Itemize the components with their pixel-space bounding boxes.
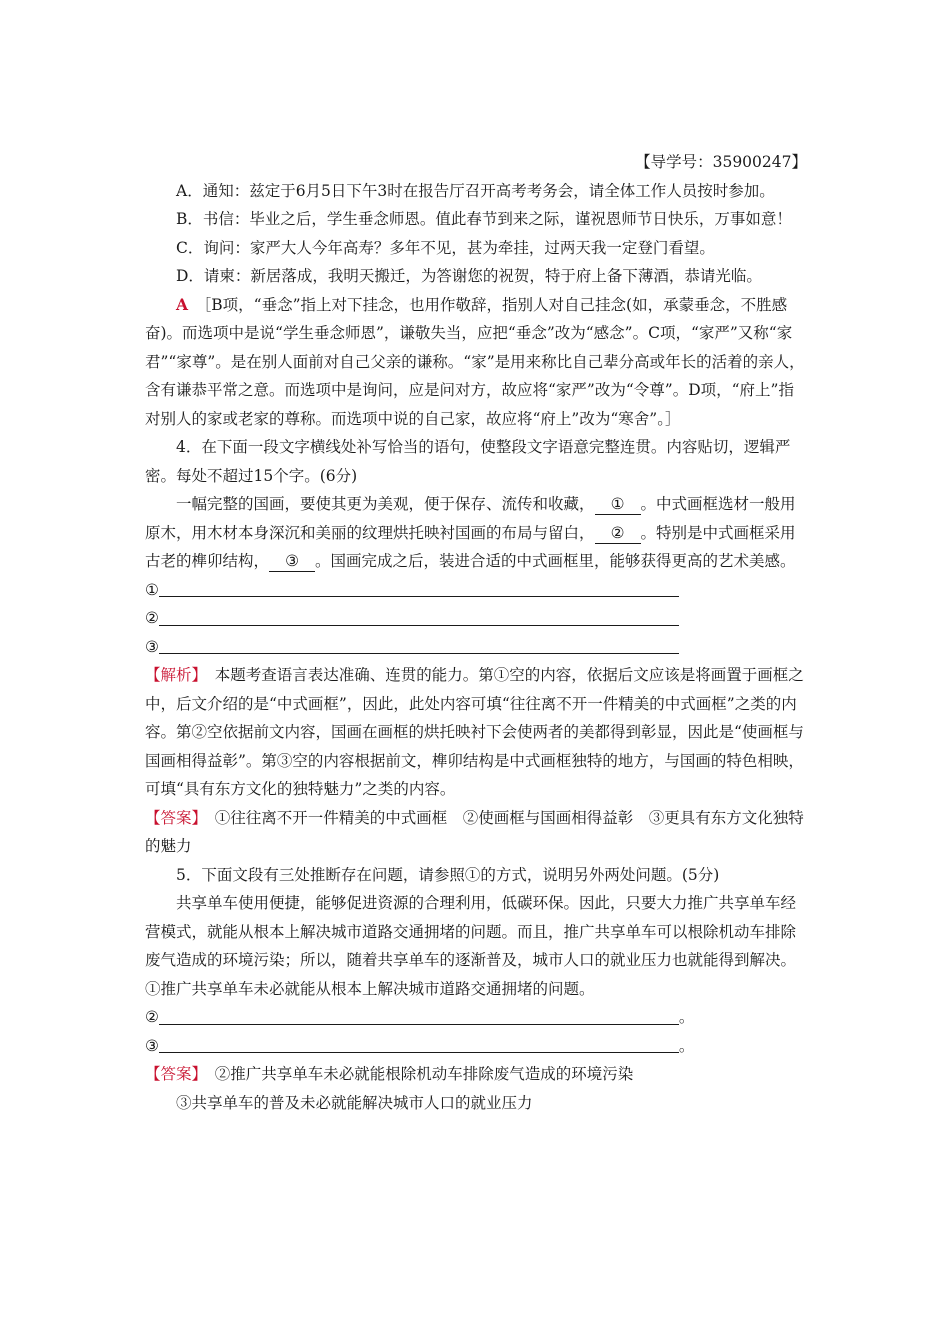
q4-analysis [145,661,807,804]
q4-answer-line-3-label: ③ [145,637,159,656]
q4-answer-line-3 [145,633,807,662]
q5-answer-line-2 [145,1003,807,1032]
q4-passage-part-1: 一幅完整的国画，要使其更为美观，便于保存、流传和收藏， [176,495,595,513]
q4-analysis-text: 本题考查语言表达准确、连贯的能力。第①空的内容，依据后文应该是将画置于画框之中，后文介绍的是“中式画框”，因此，此处内容可填“往往离不开一件精美的中式画框”之类的内容。第②空依据前文内容，国画在画框的烘托映衬下会使两者的美都得到彰显，因此是“使画框与国画相得益彰”。第③空的内容根据前文，榫卯结构是中式画框独特的地方，与国画的特色相映，可填“具有东方文化的独特魅力”之类的内容。 [145,666,804,798]
q5-answer-line-2-rule [159,1024,679,1025]
q3-option-b: B．书信：毕业之后，学生垂念师恩。值此春节到来之际，谨祝恩师节日快乐，万事如意！ [176,210,792,228]
q3-answer-letter: A [176,294,189,314]
q4-analysis-tag: 【解析】 [145,666,200,684]
q4-passage [145,490,807,576]
q4-answer-line-1-label: ① [145,580,159,599]
q5-answer-line-2-label: ② [145,1008,159,1026]
q5-answer [145,1060,807,1089]
q5-passage: 共享单车使用便捷，能够促进资源的合理利用，低碳环保。因此，只要大力推广共享单车经营模式，就能从根本上解决城市道路交通拥堵的问题。而且，推广共享单车可以根除机动车排除废气造成的环境污染；所以，随着共享单车的逐渐普及，城市人口的就业压力也就能得到解决。 [145,894,797,969]
q4-answer [145,804,807,861]
q4-blank-3: ③ [269,551,315,572]
q4-blank-2: ② [595,523,641,544]
q5-answer-line-2-period: 。 [678,1008,695,1026]
q3-option-c: C．询问：家严大人今年高寿？多年不见，甚为牵挂，过两天我一定登门看望。 [176,238,715,257]
q5-stem: 5．下面文段有三处推断存在问题，请参照①的方式，说明另外两处问题。(5分) [176,865,720,884]
q4-stem: 4．在下面一段文字横线处补写恰当的语句，使整段文字语意完整连贯。内容贴切，逻辑严密。每处不超过15个字。(6分) [145,438,791,485]
q4-passage-part-4: 。国画完成之后，装进合适的中式画框里，能够获得更高的艺术美感。 [315,552,796,570]
guide-number: 【导学号：35900247】 [635,153,807,171]
q4-answer-tag: 【答案】 [145,808,200,827]
q4-answer-line-3-rule [159,653,679,654]
q4-answer-line-2 [145,604,807,633]
q5-answer-line-3 [145,1032,807,1061]
q4-answer-line-1 [145,576,807,605]
q4-blank-1: ① [595,494,641,515]
q3-explanation-text: ［B项，“垂念”指上对下挂念，也用作敬辞，指别人对自己挂念(如，承蒙垂念，不胜感奋)。而选项中是说“学生垂念师恩”，谦敬失当，应把“垂念”改为“感念”。C项，“家严”又称“家君”“家尊”。是在别人面前对自己父亲的谦称。“家”是用来称比自己辈分高或年长的活着的亲人，含有谦恭平常之意。而选项中是询问，应是问对方，故应将“家严”改为“令尊”。D项，“府上”指对别人的家或老家的尊称。而选项中说的自己家，故应将“府上”改为“寒舍”。］ [145,295,805,428]
q4-answer-line-2-label: ② [145,609,159,627]
q4-answer-line-2-rule [159,625,679,626]
q3-explanation [145,291,807,434]
q4-passage-part-3: 。特别是中式画框采用古老的榫卯结构， [145,523,796,570]
q5-answer-line-3-label: ③ [145,1036,159,1055]
q3-option-d: D．请柬：新居落成，我明天搬迁，为答谢您的祝贺，特于府上备下薄酒，恭请光临。 [176,267,762,285]
q5-answer-tag: 【答案】 [145,1065,200,1083]
q5-answer-second: ③共享单车的普及未必就能解决城市人口的就业压力 [176,1093,533,1112]
q4-answer-line-1-rule [159,596,679,597]
q4-passage-part-2: 。中式画框选材一般用原木，用木材本身深沉和美丽的纹理烘托映衬国画的布局与留白， [145,495,796,542]
q4-answer-text: ①往往离不开一件精美的中式画框 ②使画框与国画相得益彰 ③更具有东方文化独特的魅力 [145,808,804,855]
q5-answer-1: ②推广共享单车未必就能根除机动车排除废气造成的环境污染 [214,1065,634,1083]
q5-answer-line-3-period: 。 [678,1036,695,1055]
q5-example: ①推广共享单车未必就能从根本上解决城市道路交通拥堵的问题。 [145,979,595,998]
q5-answer-line-3-rule [159,1052,679,1053]
document-page [145,148,807,1117]
q3-option-a: A．通知：兹定于6月5日下午3时在报告厅召开高考考务会，请全体工作人员按时参加。 [176,181,775,200]
